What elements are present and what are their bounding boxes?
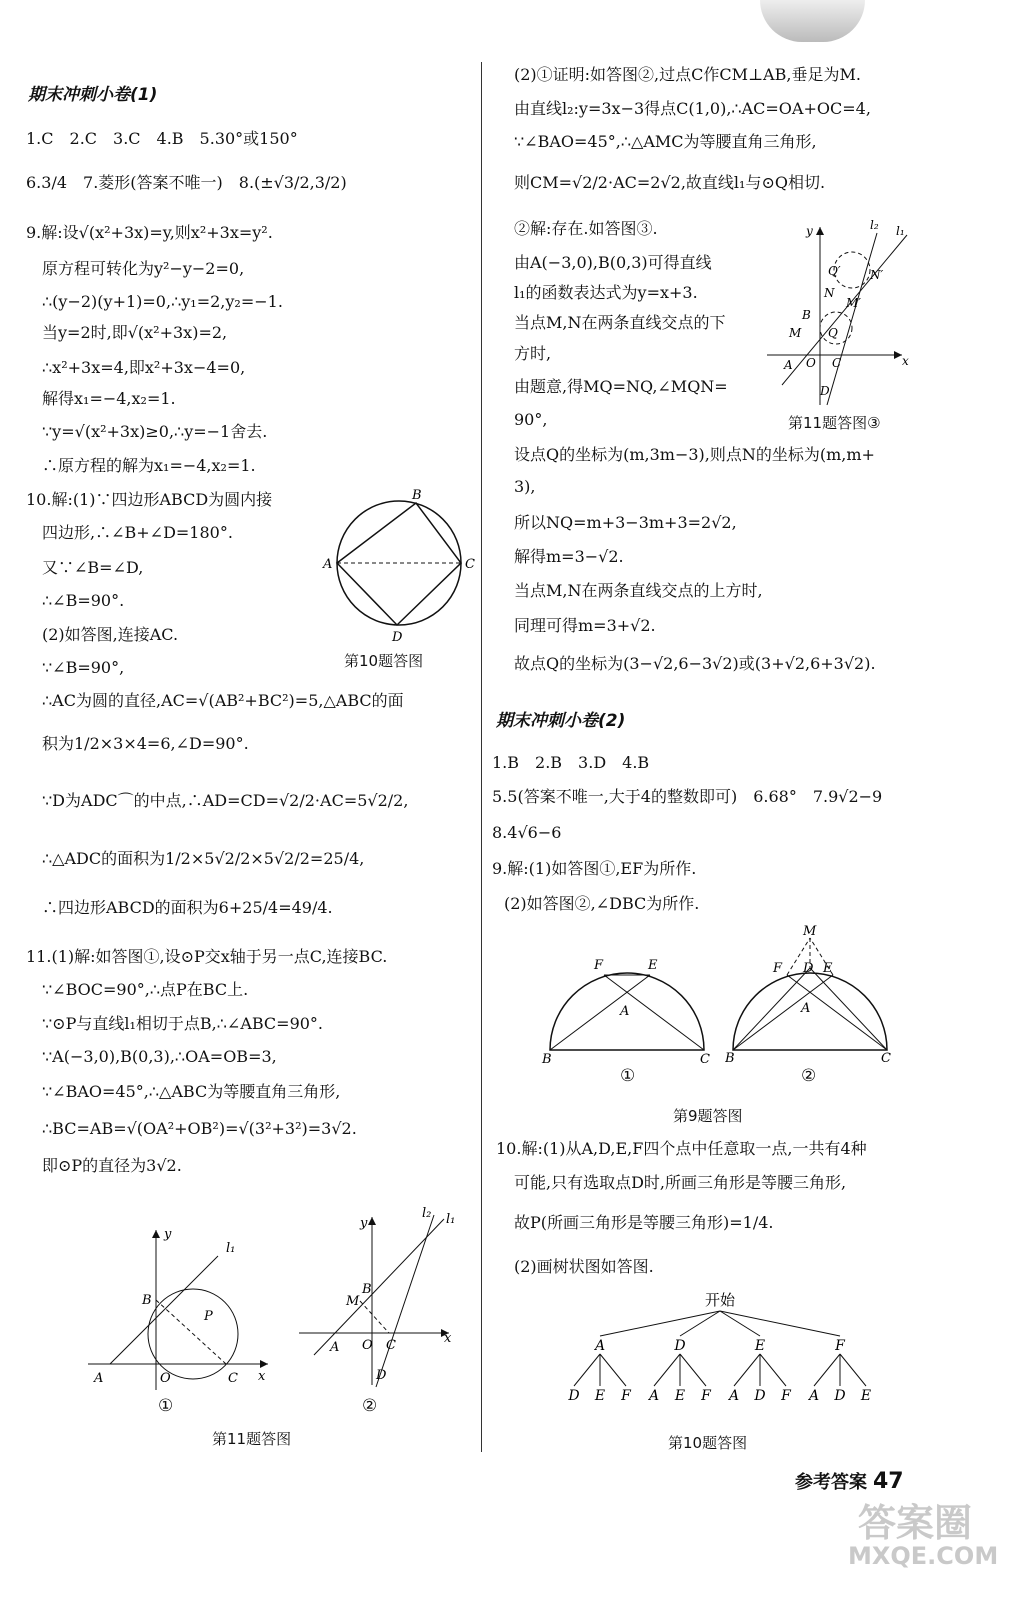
text-line: 11.(1)解:如答图①,设⊙P交x轴于另一点C,连接BC. xyxy=(26,947,388,966)
tree-leaf-branch xyxy=(760,1354,786,1386)
text-line: (2)①证明:如答图②,过点C作CM⊥AB,垂足为M. xyxy=(514,65,861,84)
text-line: (2)画树状图如答图. xyxy=(514,1257,654,1276)
text-line: ∵∠BAO=45°,∴△ABC为等腰直角三角形, xyxy=(42,1082,341,1101)
fig9-label-1: ① xyxy=(620,1066,636,1086)
text-line: 解得x₁=−4,x₂=1. xyxy=(42,389,176,408)
text-line: 同理可得m=3+√2. xyxy=(514,616,656,635)
text-line: ∵∠BOC=90°,∴点P在BC上. xyxy=(42,980,249,999)
text-line: 又∵∠B=∠D, xyxy=(42,558,144,577)
tree-leaf: E xyxy=(860,1388,872,1404)
text-line: 故点Q的坐标为(3−√2,6−3√2)或(3+√2,6+3√2). xyxy=(514,654,876,673)
text-line: ∵A(−3,0),B(0,3),∴OA=OB=3, xyxy=(42,1047,277,1066)
fig11-diagram-3 xyxy=(762,215,922,410)
text-line: 故P(所画三角形是等腰三角形)=1/4. xyxy=(514,1213,774,1232)
text-line: ∴(y−2)(y+1)=0,∴y₁=2,y₂=−1. xyxy=(42,292,283,311)
fig11-diagram-2 xyxy=(294,1205,469,1395)
tree-node: F xyxy=(835,1338,845,1354)
fig11c-label-m: M xyxy=(789,326,802,340)
fig11-caption: 第11题答图 xyxy=(212,1430,292,1448)
fig11a-label-y: y xyxy=(164,1227,172,1242)
probability-tree-diagram xyxy=(550,1285,890,1415)
fig11b-line-l2 xyxy=(376,1215,434,1387)
section-title-2: 期末冲刺小卷(2) xyxy=(496,711,626,731)
fig11c-label-l1: l₁ xyxy=(896,224,905,238)
fig11c-line-l2 xyxy=(827,233,877,405)
fig11-label-2: ② xyxy=(362,1396,378,1416)
text-line: 方时, xyxy=(514,344,552,363)
fig9a-label-c: C xyxy=(700,1052,710,1065)
fig10-label-d: D xyxy=(392,630,403,645)
text-line: ∴x²+3x=4,即x²+3x−4=0, xyxy=(42,358,246,377)
fig9b-label-e: E xyxy=(823,961,833,976)
text-line: 四边形,∴∠B+∠D=180°. xyxy=(42,523,233,542)
text-line: 1.C 2.C 3.C 4.B 5.30°或150° xyxy=(26,129,298,148)
fig10-label-b: B xyxy=(412,488,422,503)
page-tab xyxy=(760,0,865,42)
fig11b-label-l1: l₁ xyxy=(446,1212,456,1227)
fig9-diagram-1 xyxy=(540,925,715,1065)
fig10-label-a: A xyxy=(323,557,333,572)
text-line: 当点M,N在两条直线交点的上方时, xyxy=(514,581,763,600)
fig11c-label-c: C xyxy=(832,356,842,370)
text-line: (2)如答图,连接AC. xyxy=(42,625,179,644)
fig11b-label-y: y xyxy=(360,1216,368,1231)
fig11c-label-m-prime: M′ xyxy=(846,296,862,310)
fig10-caption: 第10题答图 xyxy=(344,652,424,670)
tree-leaf: D xyxy=(568,1388,580,1404)
text-line: 10.解:(1)从A,D,E,F四个点中任意取一点,一共有4种 xyxy=(496,1139,867,1158)
text-line: 积为1/2×3×4=6,∠D=90°. xyxy=(42,734,249,753)
fig11a-label-b: B xyxy=(142,1293,152,1308)
tree-leaf: D xyxy=(834,1388,846,1404)
fig11a-line-l1 xyxy=(110,1256,218,1364)
column-divider xyxy=(481,62,482,1452)
fig11a-x-arrow xyxy=(260,1360,268,1368)
text-line: 由直线l₂:y=3x−3得点C(1,0),∴AC=OA+OC=4, xyxy=(514,99,871,118)
fig9a-label-a: A xyxy=(620,1004,630,1019)
fig9a-line-be xyxy=(550,975,650,1050)
fig11a-label-p: P xyxy=(204,1309,213,1324)
fig11c-line-l1 xyxy=(782,235,907,385)
text-line: 8.4√6−6 xyxy=(492,823,562,842)
tree-leaf: D xyxy=(754,1388,766,1404)
fig11b-label-c: C xyxy=(386,1338,396,1353)
text-line: 可能,只有选取点D时,所画三角形是等腰三角形, xyxy=(514,1173,847,1192)
text-line: 6.3/4 7.菱形(答案不唯一) 8.(±√3/2,3/2) xyxy=(26,173,347,192)
text-line: l₁的函数表达式为y=x+3. xyxy=(514,283,698,302)
fig9a-line-cf xyxy=(604,975,704,1050)
text-line: ∵D为ADC⌒的中点,∴AD=CD=√2/2·AC=5√2/2, xyxy=(42,791,409,810)
fig9b-line-be xyxy=(733,975,833,1050)
page-number: 47 xyxy=(873,1469,904,1494)
text-line: ∴BC=AB=√(OA²+OB²)=√(3²+3²)=3√2. xyxy=(42,1119,357,1138)
tree-node: A xyxy=(594,1338,606,1354)
fig9b-label-c: C xyxy=(881,1051,891,1065)
fig11c-label-n: N xyxy=(824,286,835,300)
tree-leaf-branch xyxy=(654,1354,680,1386)
text-line: ∵∠BAO=45°,∴△AMC为等腰直角三角形, xyxy=(514,132,817,151)
fig11a-label-a: A xyxy=(94,1371,104,1386)
tree-leaf-branch xyxy=(574,1354,600,1386)
tree-leaf-branch xyxy=(840,1354,866,1386)
section-title-1: 期末冲刺小卷(1) xyxy=(28,85,158,105)
footer-label: 参考答案 xyxy=(795,1472,867,1493)
fig11a-label-c: C xyxy=(228,1371,238,1386)
text-line: 5.5(答案不唯一,大于4的整数即可) 6.68° 7.9√2−9 xyxy=(492,787,883,806)
fig11c-label-o: O xyxy=(806,356,816,370)
fig11a-label-x: x xyxy=(258,1369,266,1384)
text-line: 由题意,得MQ=NQ,∠MQN= xyxy=(514,377,728,396)
text-line: ∴原方程的解为x₁=−4,x₂=1. xyxy=(42,456,256,475)
fig11a-y-arrow xyxy=(152,1230,160,1238)
fig11c-label-q-prime: Q′ xyxy=(828,264,841,278)
fig11b-segment-cm xyxy=(360,1301,389,1333)
fig11b-label-a: A xyxy=(330,1340,340,1355)
fig11c-label-x: x xyxy=(902,354,909,368)
text-line: 1.B 2.B 3.D 4.B xyxy=(492,753,650,772)
text-line: ∵∠B=90°, xyxy=(42,658,125,677)
text-line: ∴∠B=90°. xyxy=(42,591,125,610)
text-line: ∴四边形ABCD的面积为6+25/4=49/4. xyxy=(42,898,333,917)
tree-branch xyxy=(600,1311,720,1336)
tree-leaf: F xyxy=(701,1388,711,1404)
fig11a-label-l1: l₁ xyxy=(226,1241,236,1256)
fig11c-label-y: y xyxy=(806,224,813,238)
tree-leaf: E xyxy=(594,1388,606,1404)
tree-root: 开始 xyxy=(704,1291,736,1309)
tree-leaf-branch xyxy=(814,1354,840,1386)
text-line: 原方程可转化为y²−y−2=0, xyxy=(42,259,245,278)
fig11c-label-q: Q xyxy=(828,326,838,340)
fig11b-label-d: D xyxy=(376,1368,387,1383)
fig11b-label-o: O xyxy=(362,1338,373,1353)
fig11b-label-m: M xyxy=(346,1294,360,1309)
watermark-url: MXQE.COM xyxy=(848,1542,999,1570)
tree-leaf-branch xyxy=(680,1354,706,1386)
fig11-label-1: ① xyxy=(158,1396,174,1416)
fig9b-label-a: A xyxy=(801,1001,811,1016)
fig11c-label-a: A xyxy=(784,358,793,372)
text-line: 设点Q的坐标为(m,3m−3),则点N的坐标为(m,m+ xyxy=(514,445,875,464)
tree-node: E xyxy=(754,1338,766,1354)
fig10b-caption: 第10题答图 xyxy=(668,1434,748,1452)
fig11c-label-n-prime: N′ xyxy=(870,268,884,282)
text-line: 9.解:设√(x²+3x)=y,则x²+3x=y². xyxy=(26,223,273,242)
tree-leaf: A xyxy=(728,1388,740,1404)
text-line: 由A(−3,0),B(0,3)可得直线 xyxy=(514,253,712,272)
fig11b-label-b: B xyxy=(362,1282,372,1297)
text-line: 解得m=3−√2. xyxy=(514,547,624,566)
text-line: ∴△ADC的面积为1/2×5√2/2×5√2/2=25/4, xyxy=(42,849,365,868)
fig9a-label-b: B xyxy=(542,1052,552,1065)
fig9a-label-e: E xyxy=(648,958,658,973)
watermark-logo: 答案圈 xyxy=(858,1501,973,1545)
tree-leaf: F xyxy=(781,1388,791,1404)
tree-leaf: A xyxy=(648,1388,660,1404)
fig9b-label-m: M xyxy=(803,924,817,939)
fig9-diagram-2 xyxy=(725,920,895,1065)
tree-leaf-branch xyxy=(734,1354,760,1386)
tree-branch xyxy=(720,1311,840,1336)
text-line: ∴AC为圆的直径,AC=√(AB²+BC²)=5,△ABC的面 xyxy=(42,691,404,710)
fig11b-line-l1 xyxy=(314,1219,444,1355)
text-line: 当y=2时,即√(x²+3x)=2, xyxy=(42,323,228,342)
fig11c-label-b: B xyxy=(802,308,811,322)
fig9b-label-f: F xyxy=(773,961,783,976)
text-line: 当点M,N在两条直线交点的下 xyxy=(514,313,726,332)
tree-leaf: F xyxy=(621,1388,631,1404)
fig11a-label-o: O xyxy=(160,1371,171,1386)
text-line: 10.解:(1)∵四边形ABCD为圆内接 xyxy=(26,490,273,509)
fig10-circle-diagram xyxy=(322,486,482,646)
text-line: 3), xyxy=(514,477,536,496)
text-line: ∵⊙P与直线l₁相切于点B,∴∠ABC=90°. xyxy=(42,1014,324,1033)
fig11c-y-arrow xyxy=(816,227,824,235)
text-line: (2)如答图②,∠DBC为所作. xyxy=(504,894,700,913)
fig11c-label-d: D xyxy=(820,384,830,398)
fig11-diagram-1 xyxy=(78,1220,278,1400)
text-line: ②解:存在.如答图③. xyxy=(514,219,658,238)
fig9-caption: 第9题答图 xyxy=(673,1107,743,1125)
text-line: 则CM=√2/2·AC=2√2,故直线l₁与⊙Q相切. xyxy=(514,173,826,192)
fig11a-segment-bc xyxy=(156,1300,226,1364)
fig11c-x-arrow xyxy=(894,351,902,359)
fig11b-y-arrow xyxy=(368,1217,376,1225)
page-footer xyxy=(795,1468,904,1494)
tree-leaf-branch xyxy=(600,1354,626,1386)
fig9a-label-f: F xyxy=(594,958,604,973)
fig10-label-c: C xyxy=(465,557,475,572)
text-line: ∵y=√(x²+3x)≥0,∴y=−1舍去. xyxy=(42,422,268,441)
tree-leaf: E xyxy=(674,1388,686,1404)
fig9b-label-d: D xyxy=(803,961,814,976)
text-line: 90°, xyxy=(514,410,548,429)
tree-leaf: A xyxy=(808,1388,820,1404)
text-line: 即⊙P的直径为3√2. xyxy=(42,1156,182,1175)
tree-node: D xyxy=(674,1338,686,1354)
fig11b-label-l2: l₂ xyxy=(422,1206,432,1221)
fig11c-label-l2: l₂ xyxy=(870,218,879,232)
fig9-label-2: ② xyxy=(801,1066,817,1086)
fig11b-label-x: x xyxy=(444,1331,452,1346)
fig11c-caption: 第11题答图③ xyxy=(788,414,881,432)
text-line: 9.解:(1)如答图①,EF为所作. xyxy=(492,859,697,878)
text-line: 所以NQ=m+3−3m+3=2√2, xyxy=(514,513,737,532)
fig9b-label-b: B xyxy=(725,1051,735,1065)
